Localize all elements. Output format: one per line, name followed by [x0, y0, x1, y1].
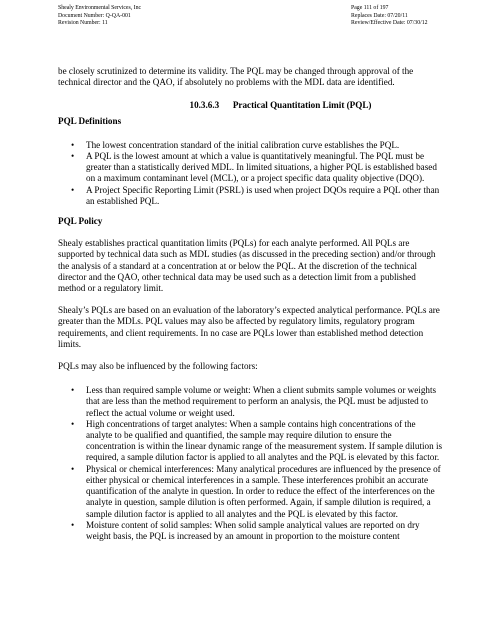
- bullet-icon: •: [71, 385, 75, 396]
- bullet-icon: •: [71, 519, 75, 530]
- bullet-icon: •: [71, 151, 75, 162]
- bullet-icon: •: [71, 139, 75, 150]
- header-company: Shealy Environmental Services, Inc: [58, 5, 142, 11]
- list-item: [58, 185, 443, 207]
- definitions-list: [58, 140, 443, 207]
- intro-paragraph: be closely scrutinized to determine its validity. The PQL may be changed through approval of the technical director and the QAO, if absolutely no problems with the MDL data are identified.: [58, 66, 414, 88]
- header-revision: Revision Number: 11: [58, 20, 108, 26]
- list-item-text: A PQL is the lowest amount at which a value is quantitatively meaningful. The PQL must be greater than a statistically derived MDL. In limited situations, a higher PQL is established based on a maximum contaminant level (MCL), or a project specific data quality objective (DQO).: [86, 151, 437, 184]
- header-replaces-date: Replaces Date: 07/20/11: [351, 12, 408, 19]
- list-item-text: Physical or chemical interferences: Many analytical procedures are influenced by the presence of either physical or chemical interferences in a sample. These interferences prohibit an accurate quantification of the analyte in question. In order to reduce the effect of the interferences on the analyte in question, sample dilution is often performed. Again, if sample dilution is required, a sample dilution factor is applied to all analytes and the PQL is elevated by this factor.: [86, 463, 441, 519]
- list-item: [58, 464, 443, 520]
- section-heading: 10.3.6.3 Practical Quantitation Limit (PQL): [189, 100, 372, 111]
- list-item-text: A Project Specific Reporting Limit (PSRL) is used when project DQOs require a PQL other than an established PQL.: [86, 184, 440, 206]
- header-doc-number: Document Number: Q-QA-001: [58, 12, 131, 19]
- list-item: [58, 520, 443, 542]
- header-page-number: Page 111 of 197: [351, 5, 389, 11]
- definitions-title: PQL Definitions: [58, 115, 122, 126]
- list-item-text: Less than required sample volume or weight: When a client submits sample volumes or weights that are less than the method requirement to perform an analysis, the PQL must be adjusted to reflect the actual volume or weight used.: [86, 385, 437, 418]
- list-item: [58, 385, 443, 419]
- header-effective-date: Review/Effective Date: 07/30/12: [351, 20, 428, 26]
- list-item: [58, 140, 443, 151]
- header-left: [58, 5, 141, 28]
- list-item-text: High concentrations of target analytes: When a sample contains high concentrations of the analyte to be qualified and quantified, the sample may require dilution to ensure the concentration is within the linear dynamic range of the measurement system. If sample dilution is required, a sample dilution factor is applied to all analytes and the PQL is elevated by this factor.: [86, 418, 443, 463]
- bullet-icon: •: [71, 418, 75, 429]
- policy-paragraph: Shealy establishes practical quantitation limits (PQLs) for each analyte performed. All PQLs are supported by technical data such as MDL studies (as discussed in the preceding section) and/or through the analysis of a standard at a concentration at or below the PQL. At the discretion of the technical director and the QAO, other technical data may be used such as a detection limit from a published method or a regulatory limit.: [58, 238, 436, 294]
- list-item: [58, 419, 443, 464]
- bullet-icon: •: [71, 463, 75, 474]
- policy-paragraph: PQLs may also be influenced by the following factors:: [58, 361, 258, 372]
- list-item: [58, 151, 443, 185]
- list-item-text: The lowest concentration standard of the initial calibration curve establishes the PQL.: [86, 139, 400, 150]
- document-body: [58, 66, 443, 542]
- factors-list: [58, 385, 443, 542]
- list-item-text: Moisture content of solid samples: When solid sample analytical values are reported on dry weight basis, the PQL is increased by an amount in proportion to the moisture content: [86, 519, 420, 541]
- bullet-icon: •: [71, 184, 75, 195]
- policy-title: PQL Policy: [58, 216, 103, 227]
- header-right: [351, 5, 428, 28]
- policy-paragraph: Shealy’s PQLs are based on an evaluation of the laboratory’s expected analytical performance. PQLs are greater than the MDLs. PQL values may also be affected by regulatory limits, regulatory program requirements, and client requirements. In no case are PQLs lower than established method detection limits.: [58, 305, 440, 349]
